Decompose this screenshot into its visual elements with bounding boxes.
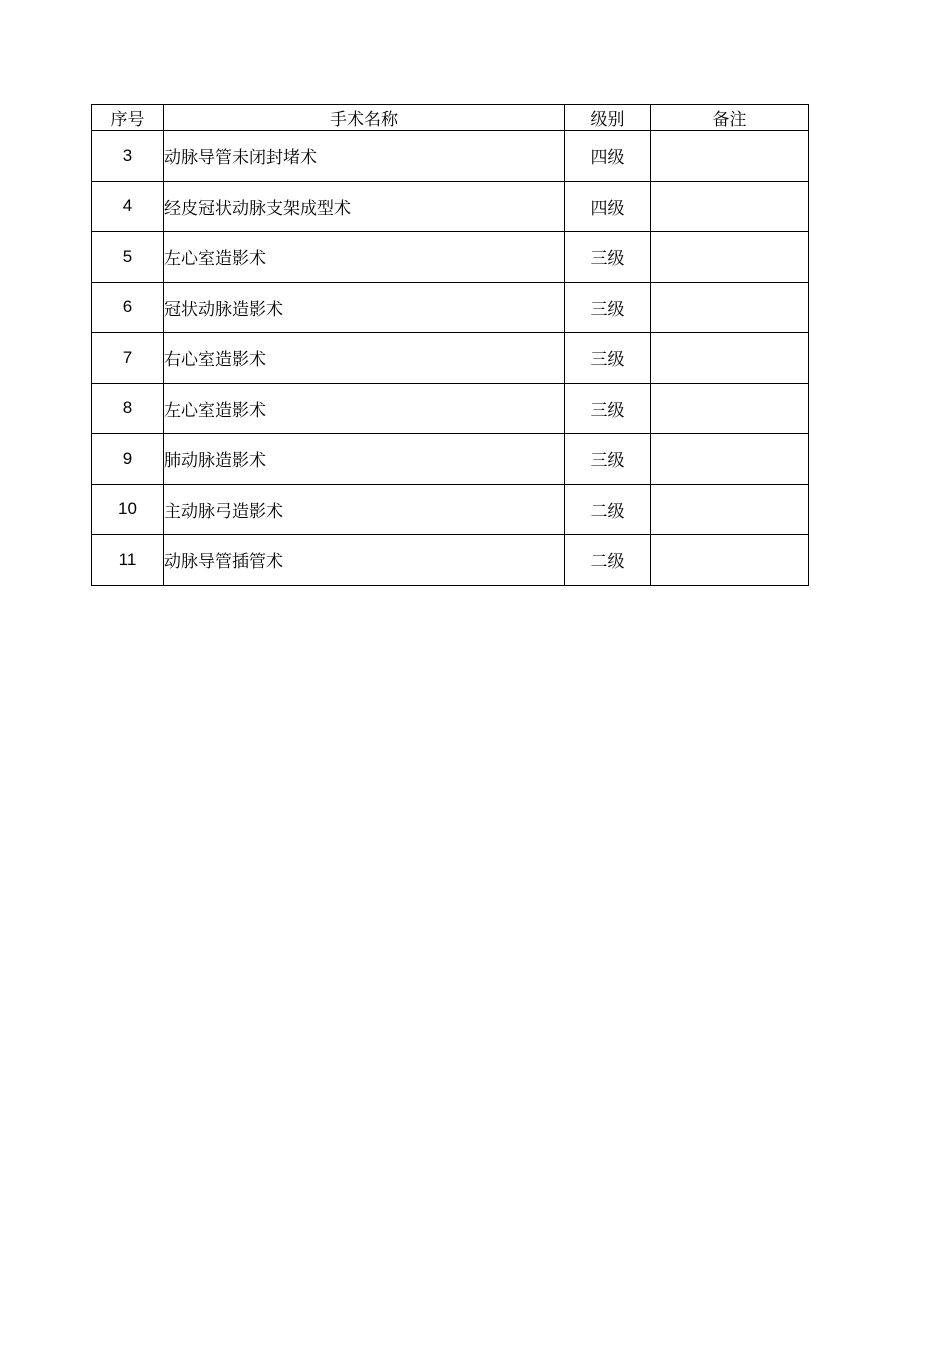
cell-level: 三级 — [565, 383, 651, 434]
table-row — [92, 232, 809, 283]
header-surgery-name: 手术名称 — [164, 105, 565, 131]
table-row — [92, 383, 809, 434]
table-row — [92, 181, 809, 232]
cell-surgery-name: 主动脉弓造影术 — [164, 484, 565, 535]
cell-remarks — [651, 282, 809, 333]
cell-serial-number: 7 — [92, 333, 164, 384]
table-row — [92, 434, 809, 485]
table-row — [92, 282, 809, 333]
table-row — [92, 484, 809, 535]
cell-surgery-name: 左心室造影术 — [164, 232, 565, 283]
table-row — [92, 333, 809, 384]
cell-surgery-name: 右心室造影术 — [164, 333, 565, 384]
cell-remarks — [651, 484, 809, 535]
cell-level: 三级 — [565, 434, 651, 485]
cell-serial-number: 8 — [92, 383, 164, 434]
cell-remarks — [651, 535, 809, 586]
cell-level: 二级 — [565, 535, 651, 586]
surgery-grade-table — [91, 104, 809, 586]
cell-level: 三级 — [565, 232, 651, 283]
cell-surgery-name: 肺动脉造影术 — [164, 434, 565, 485]
cell-serial-number: 3 — [92, 131, 164, 182]
cell-surgery-name: 冠状动脉造影术 — [164, 282, 565, 333]
header-serial-number: 序号 — [92, 105, 164, 131]
cell-remarks — [651, 333, 809, 384]
cell-surgery-name: 动脉导管插管术 — [164, 535, 565, 586]
cell-remarks — [651, 181, 809, 232]
header-remarks: 备注 — [651, 105, 809, 131]
cell-level: 三级 — [565, 282, 651, 333]
cell-surgery-name: 左心室造影术 — [164, 383, 565, 434]
cell-remarks — [651, 434, 809, 485]
cell-remarks — [651, 383, 809, 434]
cell-remarks — [651, 131, 809, 182]
cell-surgery-name: 动脉导管未闭封堵术 — [164, 131, 565, 182]
cell-level: 三级 — [565, 333, 651, 384]
cell-surgery-name: 经皮冠状动脉支架成型术 — [164, 181, 565, 232]
cell-serial-number: 10 — [92, 484, 164, 535]
cell-serial-number: 5 — [92, 232, 164, 283]
cell-serial-number: 4 — [92, 181, 164, 232]
header-level: 级别 — [565, 105, 651, 131]
cell-level: 四级 — [565, 131, 651, 182]
cell-serial-number: 11 — [92, 535, 164, 586]
table-row — [92, 535, 809, 586]
cell-serial-number: 9 — [92, 434, 164, 485]
table-header-row — [92, 105, 809, 131]
cell-serial-number: 6 — [92, 282, 164, 333]
cell-level: 四级 — [565, 181, 651, 232]
table-row — [92, 131, 809, 182]
cell-remarks — [651, 232, 809, 283]
cell-level: 二级 — [565, 484, 651, 535]
